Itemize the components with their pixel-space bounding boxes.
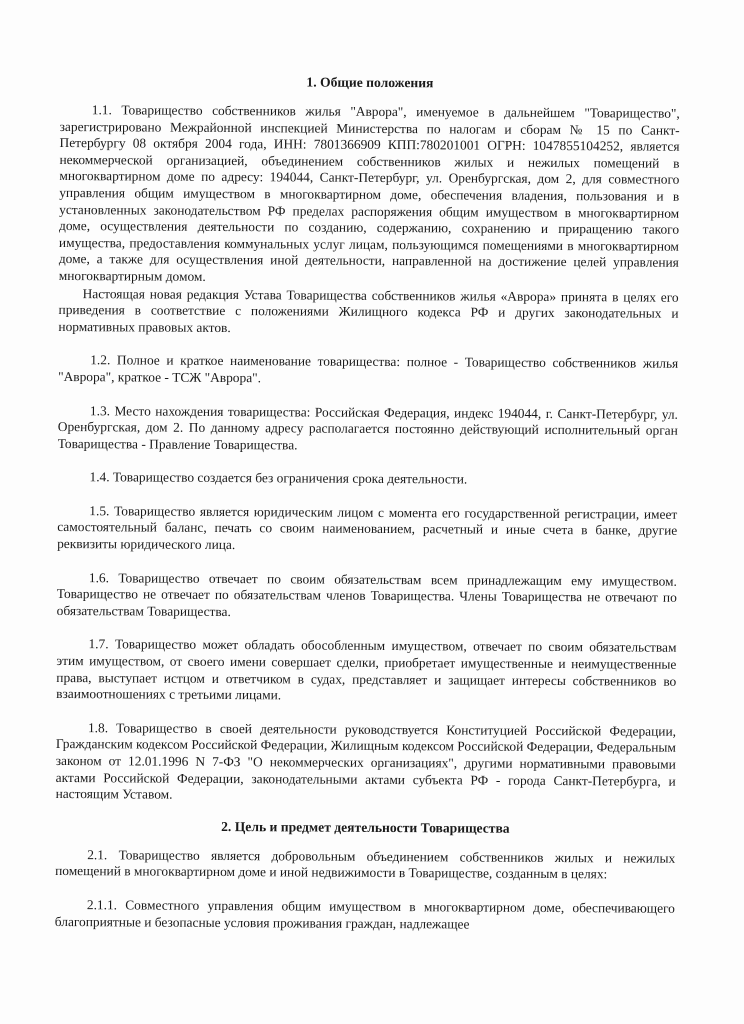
section-2-title: 2. Цель и предмет деятельности Товарищества xyxy=(221,818,510,836)
paragraph-1-7: 1.7. Товарищество может обладать обособленным имуществом, отвечает по своим обязательствам этим имуществом, от своего имени совершает сделки, приобретает имущественные и неимущественные права, выступает истцом и ответчиком в судах, представляет и защищает интересы собственников во взаимоотношениях с третьими лицами. xyxy=(56,636,677,703)
section-1-title: 1. Общие положения xyxy=(306,74,434,91)
paragraph-2-1-1: 2.1.1. Совместного управления общим имуществом в многоквартирном доме, обеспечивающего благоприятные и безопасные условия проживания граждан, надлежащее xyxy=(54,897,675,932)
document-body xyxy=(55,72,680,934)
paragraph-1-6: 1.6. Товарищество отвечает по своим обязательствам всем принадлежащим ему имуществом. Товарищество не отвечает по обязательствам членов Товарищества. Члены Товарищества не отвечают по обязательствам Товарищества. xyxy=(56,569,677,619)
paragraph-1-1: 1.1. Товарищество собственников жилья "Аврора", именуемое в дальнейшем "Товарищество", зарегистрировано Межрайонной инспекцией Министерства по налогам и сборам № 15 по Санкт-Петербургу 08 октября 2004 года, ИНН: 7801366909 КПП:780201001 ОГРН: 1047855104252, является некоммерческой организацией, объединением собственников жилых и нежилых помещений в многоквартирном доме по адресу: 194044, Санкт-Петербург, ул. Оренбургская, дом 2, для совместного управления общим имуществом в многоквартирном доме, обеспечения владения, пользования и в установленных законодательством РФ пределах распоряжения общим имуществом в многоквартирном доме, осуществления деятельности по созданию, содержанию, сохранению и приращению такого имущества, предоставления коммунальных услуг лицам, пользующимся помещениями в многоквартирном доме, а также для осуществления иной деятельности, направленной на достижение целей управления многоквартирным домом. xyxy=(58,102,680,284)
paragraph-1-3: 1.3. Место нахождения товарищества: Российская Федерация, индекс 194044, г. Санкт-Петербург, ул. Оренбургская, дом 2. По данному адресу располагается постоянно действующий исполнительный орган Товарищества - Правление Товарищества. xyxy=(57,402,678,453)
paragraph-1-1-new-edition: Настоящая новая редакция Устава Товарищества собственников жилья «Аврора» принята в целях его приведения в соответствие с положениями Жилищного кодекса РФ и других законодательных и нормативных правовых актов. xyxy=(58,285,679,335)
paragraph-1-5: 1.5. Товарищество является юридическим лицом с момента его государственной регистрации, имеет самостоятельный баланс, печать со своим наименованием, расчетный и иные счета в банке, другие реквизиты юридического лица. xyxy=(57,503,678,553)
paragraph-1-4: 1.4. Товарищество создается без ограничения срока деятельности. xyxy=(89,469,468,487)
paragraph-2-1: 2.1. Товарищество является добровольным объединением собственников жилых и нежилых помещений в многоквартирном доме и иной недвижимости в Товариществе, созданным в целях: xyxy=(55,846,676,882)
paragraph-1-8: 1.8. Товарищество в своей деятельности руководствуется Конституцией Российской Федерации, Гражданским кодексом Российской Федерации, Жилищным кодексом Российской Федерации, Федеральным законом от 12.01.1996 N 7-ФЗ "О некоммерческих организациях", другими нормативными правовыми актами Российской Федерации, законодательными актами субъекта РФ - города Санкт-Петербурга, и настоящим Уставом. xyxy=(55,719,677,802)
paragraph-1-2: 1.2. Полное и краткое наименование товарищества: полное - Товарищество собственников жилья "Аврора", краткое - ТСЖ "Аврора". xyxy=(58,352,679,386)
